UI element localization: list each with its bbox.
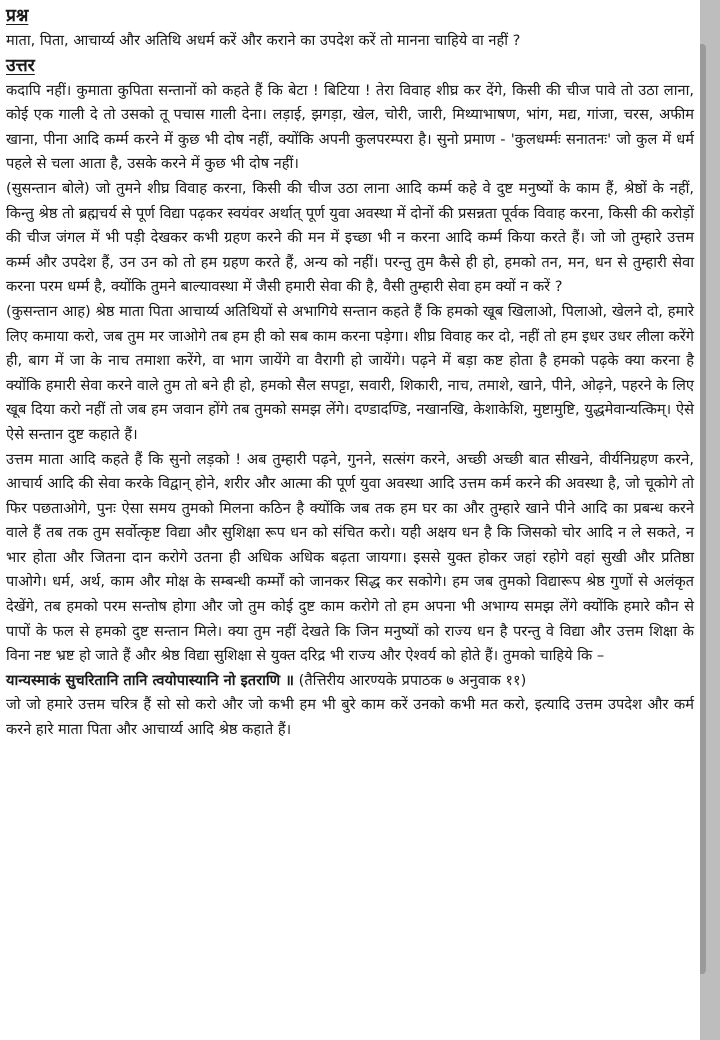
answer-heading: उत्तर xyxy=(6,55,35,76)
question-heading: प्रश्न xyxy=(6,6,29,26)
answer-paragraph-2: (सुसन्तान बोले) जो तुमने शीघ्र विवाह करना, किसी की चीज उठा लाना आदि कर्म्म कहे वे दुष्ट मनुष्यों के काम हैं, श्रेष्ठों के नहीं, किन्तु श्रेष्ठ तो ब्रह्मचर्य से पूर्ण विद्या पढ़कर स्वयंवर अर्थात् पूर्ण युवा अवस्था में दोनों की प्रसन्नता पूर्वक विवाह करना, किसी की करोड़ों की चीज जंगल में भी पड़ी देखकर कभी ग्रहण करने की मन में इच्छा भी न करना आदि कर्म्म किया करते हैं। जो जो तुम्हारे उत्तम कर्म्म और उपदेश हैं, उन उन को तो हम ग्रहण करते हैं, अन्य को नहीं। परन्तु तुम कैसे ही हो, हमको तन, मन, धन से तुम्हारी सेवा करना परम धर्म्म है, क्योंकि तुमने बाल्यावस्था में जैसी हमारी सेवा की है, वैसी तुम्हारी सेवा हम क्यों न करें ? xyxy=(6,179,694,296)
shloka-line xyxy=(6,669,694,694)
shloka-text: यान्यस्माकं सुचरितानि तानि त्वयोपास्यानि नो इतराणि ॥ xyxy=(6,671,295,689)
answer-paragraph-1: कदापि नहीं। कुमाता कुपिता सन्तानों को कहते हैं कि बेटा ! बिटिया ! तेरा विवाह शीघ्र कर देंगे, किसी की चीज पावे तो उठा लाना, कोई एक गाली दे तो उसको तू पचास गाली देना। लड़ाई, झगड़ा, खेल, चोरी, जारी, मिथ्याभाषण, भांग, मद्य, गांजा, चरस, अफीम खाना, पीना आदि कर्म्म करने में कुछ भी दोष नहीं, क्योंकि अपनी कुलपरम्परा है। सुनो प्रमाण - 'कुलधर्म्मः सनातनः' जो कुल में धर्म पहले से चला आता है, उसके करने में कुछ भी दोष नहीं। xyxy=(6,81,694,173)
shloka-citation: (तैत्तिरीय आरण्यके प्रपाठक ७ अनुवाक ११) xyxy=(298,671,527,689)
answer-paragraph-4: उत्तम माता आदि कहते हैं कि सुनो लड़को ! अब तुम्हारी पढ़ने, गुनने, सत्संग करने, अच्छी अच्छी बात सीखने, वीर्यनिग्रहण करने, आचार्य आदि की सेवा करके विद्वान् होने, शरीर और आत्मा की पूर्ण युवा अवस्था आदि उत्तम कर्म करने की अवस्था है, जो चूकोगे तो फिर पछताओगे, पुनः ऐसा समय तुमको मिलना कठिन है क्योंकि जब तक हम घर का और तुम्हारे खाने पीने आदि का प्रबन्ध करने वाले हैं तब तक तुम सर्वोत्कृष्ट विद्या और सुशिक्षा रूप धन को संचित करो। यही अक्षय धन है कि जिसको चोर आदि न ले सकते, न भार होता और जितना दान करोगे उतना ही अधिक अधिक बढ़ता जायगा। इससे युक्त होकर जहां रहोगे वहां सुखी और प्रतिष्ठा पाओगे। धर्म, अर्थ, काम और मोक्ष के सम्बन्धी कर्म्मों को जानकर सिद्ध कर सकोगे। हम जब तुमको विद्यारूप श्रेष्ठ गुणों से अलंकृत देखेंगे, तब हमको परम सन्तोष होगा और जो तुम कोई दुष्ट काम करोगे तो हम अपना भी अभाग्य समझ लेंगे क्योंकि हमारे कौन से पापों के फल से हमको दुष्ट सन्तान मिले। क्या तुम नहीं देखते कि जिन मनुष्यों को राज्य धन है परन्तु वे विद्या और उत्तम शिक्षा के विना नष्ट भ्रष्ट हो जाते हैं और श्रेष्ठ विद्या सुशिक्षा से युक्त दरिद्र भी राज्य और ऐश्वर्य को होते हैं। तुमको चाहिये कि – xyxy=(6,450,694,665)
question-text: माता, पिता, आचार्य्य और अतिथि अधर्म करें और कराने का उपदेश करें तो मानना चाहिये वा नहीं ? xyxy=(6,32,521,49)
closing-paragraph: जो जो हमारे उत्तम चरित्र हैं सो सो करो और जो कभी हम भी बुरे काम करें उनको कभी मत करो, इत्यादि उत्तम उपदेश और कर्म करने हारे माता पिता और आचार्य्य आदि श्रेष्ठ कहाते हैं। xyxy=(6,696,694,739)
answer-paragraph-3: (कुसन्तान आह) श्रेष्ठ माता पिता आचार्य्य अतिथियों से अभागिये सन्तान कहते हैं कि हमको खूब खिलाओ, पिलाओ, खेलने दो, हमारे लिए कमाया करो, जब तुम मर जाओगे तब हम ही को सब काम करना पड़ेगा। शीघ्र विवाह कर दो, नहीं तो हम इधर उधर लीला करेंगे ही, बाग में जा के नाच तमाशा करेंगे, वा भाग जायेंगे वा वैरागी हो जायेंगे। पढ़ने में बड़ा कष्ट होता है हमको पढ़के क्या करना है क्योंकि हमारी सेवा करने वाले तुम तो बने ही हो, हमको सैल सपट्टा, सवारी, शिकारी, नाच, तमाशे, खाने, पीने, ओढ़ने, पहरने के लिए खूब दिया करो नहीं तो जब हम जवान होंगे तब तुमको समझ लेंगे। दण्डादण्डि, नखानखि, केशाकेशि, मुष्टामुष्टि, युद्धमेवान्यत्किम्। ऐसे ऐसे सन्तान दुष्ट कहाते हैं। xyxy=(6,302,694,443)
